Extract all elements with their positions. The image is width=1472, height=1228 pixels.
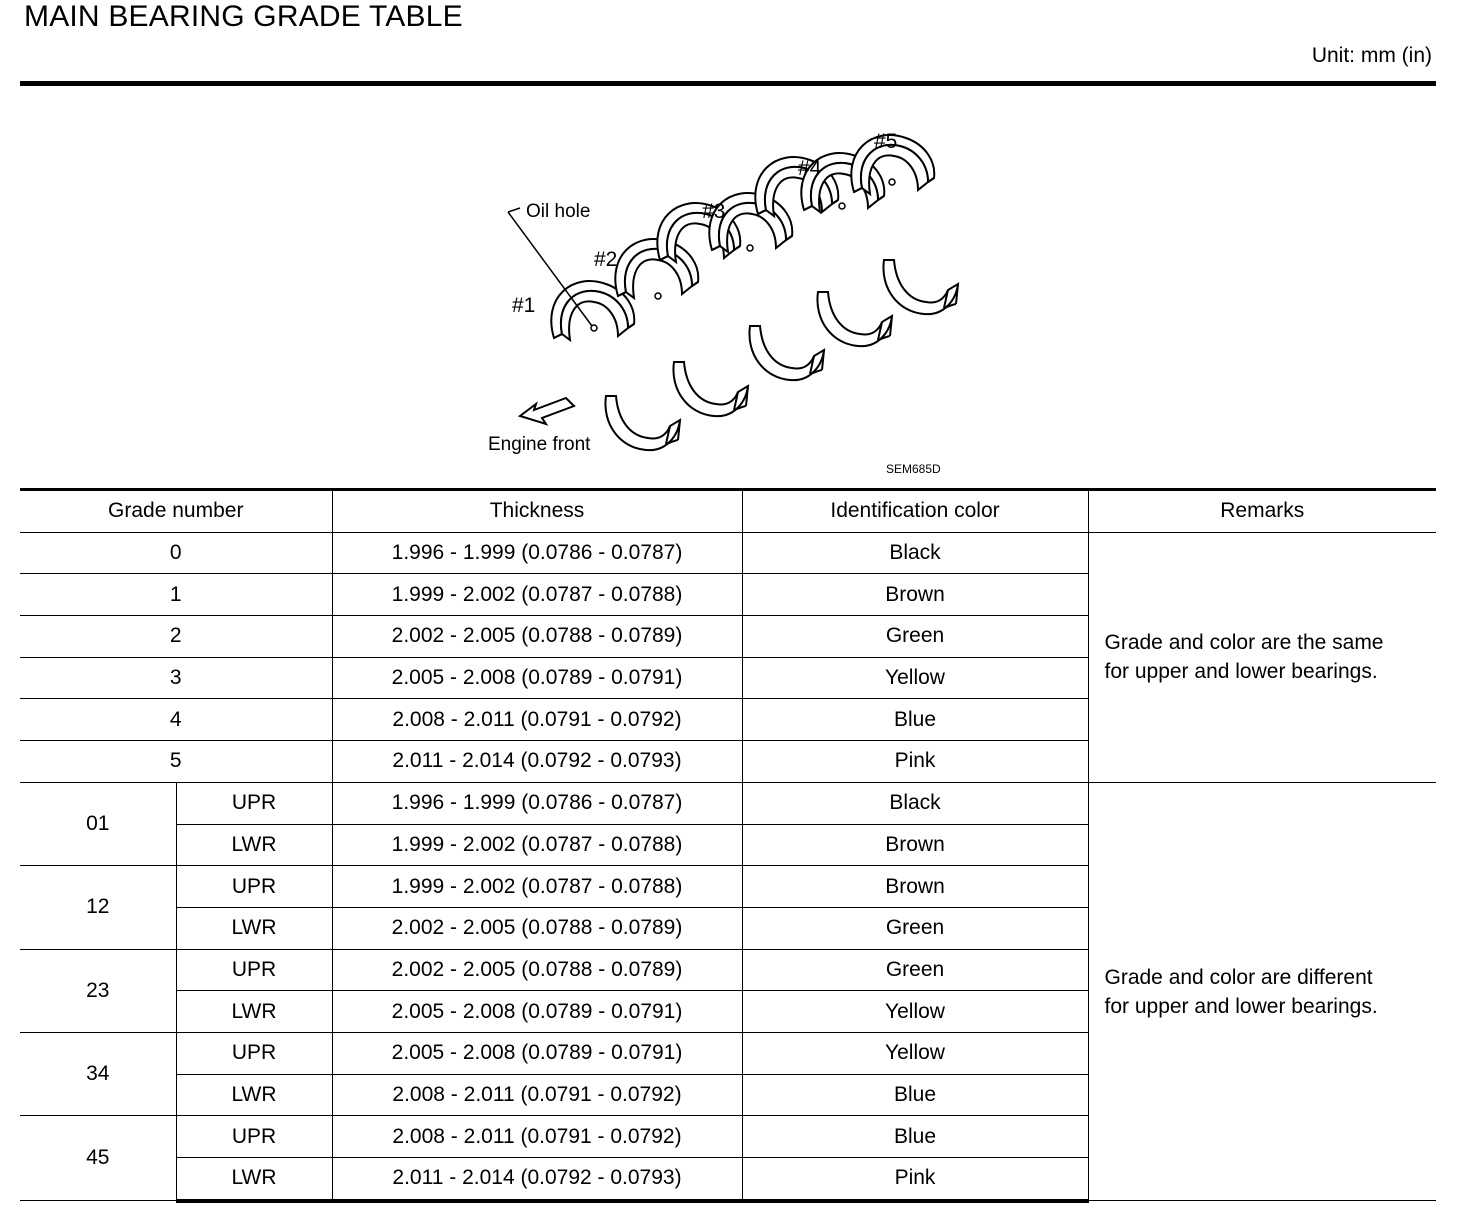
header-remarks: Remarks [1088, 490, 1436, 533]
lower-bearing-1 [605, 396, 680, 450]
bearing-label-2: #2 [594, 248, 618, 271]
thickness-cell: 1.999 - 2.002 (0.0787 - 0.0788) [332, 574, 742, 616]
grade-cell: 0 [20, 532, 332, 574]
thickness-cell: 1.999 - 2.002 (0.0787 - 0.0788) [332, 866, 742, 908]
position-cell: UPR [176, 949, 332, 991]
position-cell: UPR [176, 1032, 332, 1074]
grade-cell: 45 [20, 1116, 176, 1201]
color-cell: Pink [742, 741, 1088, 783]
position-cell: LWR [176, 1074, 332, 1116]
thickness-cell: 2.002 - 2.005 (0.0788 - 0.0789) [332, 907, 742, 949]
color-cell: Yellow [742, 657, 1088, 699]
color-cell: Black [742, 782, 1088, 824]
engine-front-arrow-icon [520, 398, 574, 424]
thickness-cell: 2.005 - 2.008 (0.0789 - 0.0791) [332, 991, 742, 1033]
grade-cell: 2 [20, 616, 332, 658]
thickness-cell: 2.008 - 2.011 (0.0791 - 0.0792) [332, 1074, 742, 1116]
remark-line: Grade and color are the same [1104, 631, 1384, 655]
table-row [20, 782, 1436, 824]
lower-bearing-2 [673, 362, 748, 416]
thickness-cell: 2.005 - 2.008 (0.0789 - 0.0791) [332, 657, 742, 699]
color-cell: Brown [742, 574, 1088, 616]
color-cell: Black [742, 532, 1088, 574]
thickness-cell: 1.996 - 1.999 (0.0786 - 0.0787) [332, 782, 742, 824]
color-cell: Yellow [742, 991, 1088, 1033]
position-cell: UPR [176, 782, 332, 824]
bearing-label-1: #1 [512, 294, 536, 317]
thickness-cell: 2.011 - 2.014 (0.0792 - 0.0793) [332, 741, 742, 783]
thickness-cell: 1.999 - 2.002 (0.0787 - 0.0788) [332, 824, 742, 866]
grade-cell: 34 [20, 1032, 176, 1115]
engine-front-label: Engine front [488, 434, 591, 455]
remark-line: Grade and color are different [1104, 965, 1373, 989]
color-cell: Green [742, 616, 1088, 658]
color-cell: Blue [742, 699, 1088, 741]
header-identification-color: Identification color [742, 490, 1088, 533]
color-cell: Green [742, 949, 1088, 991]
bearing-label-4: #4 [798, 157, 822, 180]
color-cell: Blue [742, 1116, 1088, 1158]
grade-cell: 5 [20, 741, 332, 783]
remark-line: for upper and lower bearings. [1104, 994, 1378, 1018]
position-cell: UPR [176, 1116, 332, 1158]
thickness-cell: 2.002 - 2.005 (0.0788 - 0.0789) [332, 949, 742, 991]
color-cell: Green [742, 907, 1088, 949]
table-header-row [20, 490, 1436, 533]
thickness-cell: 2.005 - 2.008 (0.0789 - 0.0791) [332, 1032, 742, 1074]
bearing-label-5: #5 [874, 130, 898, 153]
color-cell: Brown [742, 824, 1088, 866]
table-row [20, 532, 1436, 574]
color-cell: Brown [742, 866, 1088, 908]
color-cell: Blue [742, 1074, 1088, 1116]
lower-bearing-5 [883, 260, 958, 314]
bearing-diagram [470, 120, 970, 485]
bearing-grade-table [20, 488, 1436, 1203]
unit-label: Unit: mm (in) [1311, 44, 1432, 67]
position-cell: LWR [176, 991, 332, 1033]
color-cell: Yellow [742, 1032, 1088, 1074]
position-cell: UPR [176, 866, 332, 908]
header-grade-number: Grade number [20, 490, 332, 533]
grade-cell: 01 [20, 782, 176, 865]
grade-cell: 1 [20, 574, 332, 616]
grade-cell: 12 [20, 866, 176, 949]
remarks-same-cell [1088, 532, 1436, 782]
thickness-cell: 2.008 - 2.011 (0.0791 - 0.0792) [332, 699, 742, 741]
position-cell: LWR [176, 907, 332, 949]
figure-code: SEM685D [886, 462, 941, 476]
thickness-cell: 1.996 - 1.999 (0.0786 - 0.0787) [332, 532, 742, 574]
grade-cell: 4 [20, 699, 332, 741]
position-cell: LWR [176, 824, 332, 866]
grade-cell: 3 [20, 657, 332, 699]
position-cell: LWR [176, 1158, 332, 1201]
thickness-cell: 2.002 - 2.005 (0.0788 - 0.0789) [332, 616, 742, 658]
bearing-label-3: #3 [702, 200, 726, 223]
thickness-cell: 2.011 - 2.014 (0.0792 - 0.0793) [332, 1158, 742, 1201]
lower-bearing-3 [749, 326, 824, 380]
grade-cell: 23 [20, 949, 176, 1032]
page-title: MAIN BEARING GRADE TABLE [24, 0, 463, 33]
thickness-cell: 2.008 - 2.011 (0.0791 - 0.0792) [332, 1116, 742, 1158]
top-rule [20, 81, 1436, 86]
header-thickness: Thickness [332, 490, 742, 533]
color-cell: Pink [742, 1158, 1088, 1201]
remarks-different-cell [1088, 782, 1436, 1200]
remark-line: for upper and lower bearings. [1104, 660, 1378, 684]
lower-bearing-4 [817, 292, 892, 346]
oil-hole-label: Oil hole [526, 201, 591, 222]
